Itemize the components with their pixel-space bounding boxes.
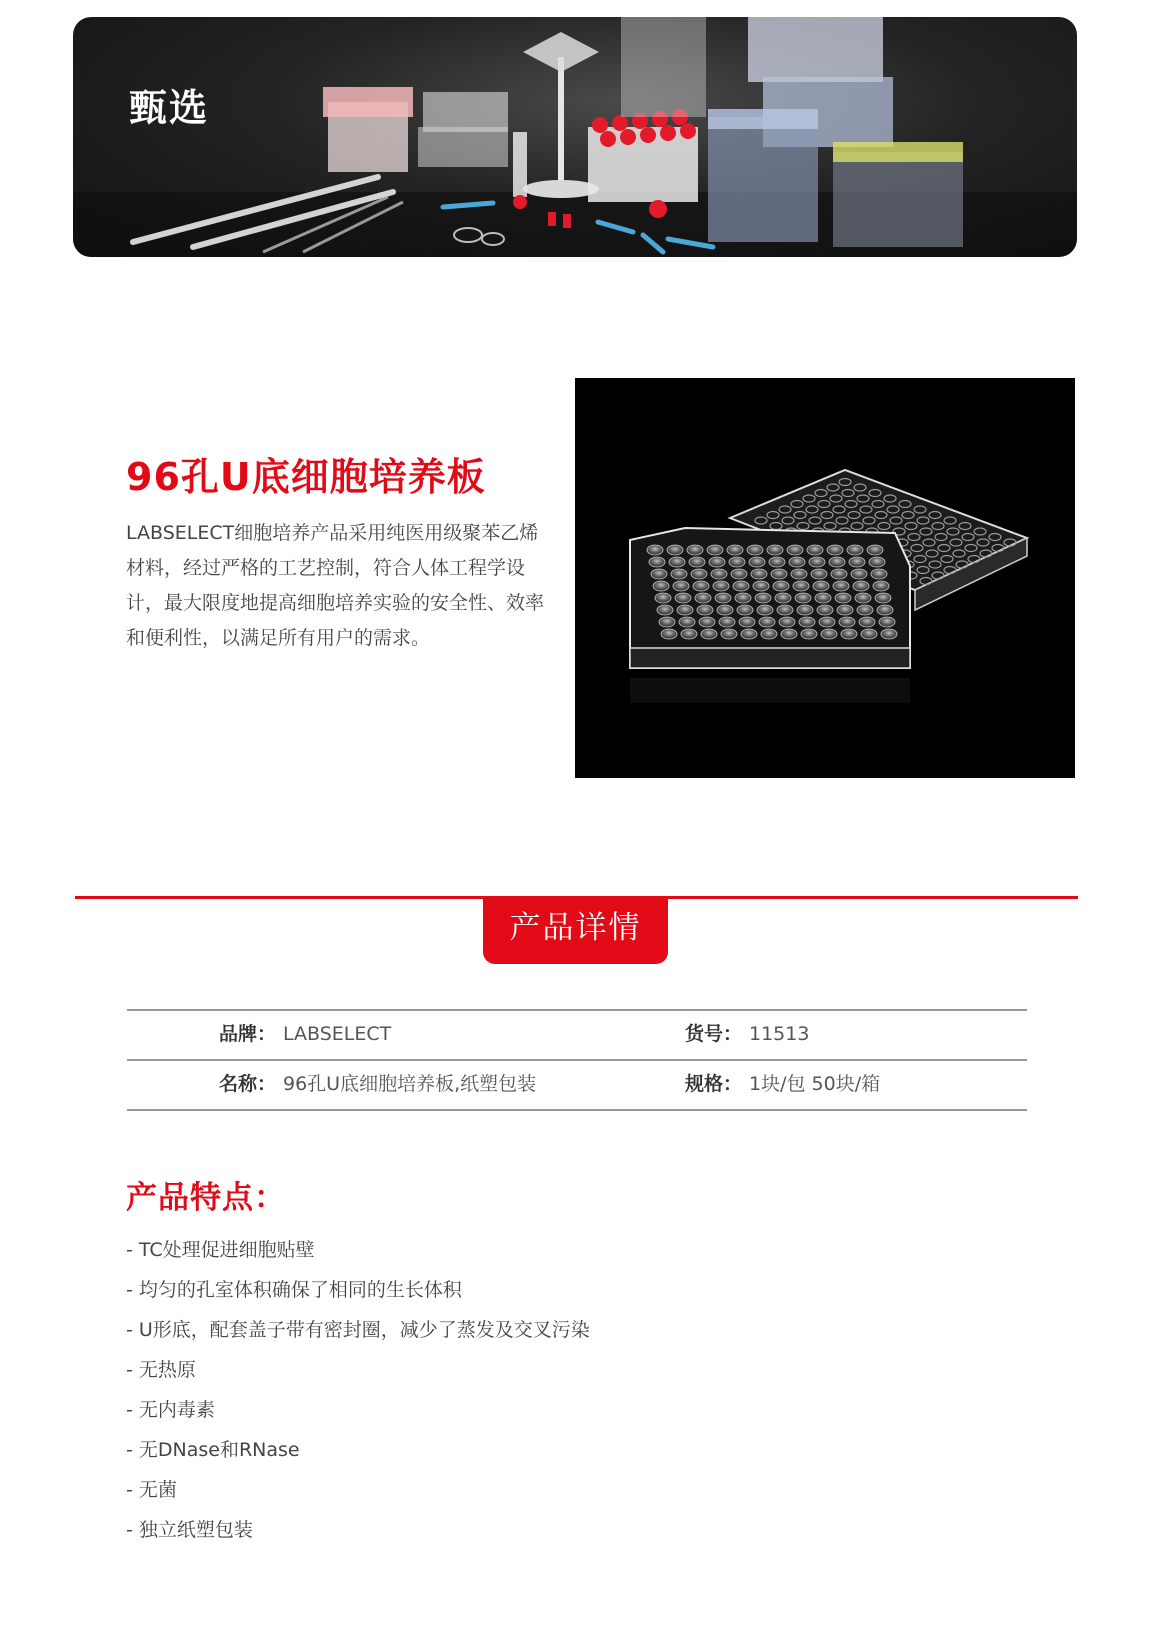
product-title: 96孔U底细胞培养板 — [126, 455, 486, 499]
plate-well — [759, 617, 775, 627]
name-label: 名称： — [219, 1073, 277, 1095]
plate-well — [727, 545, 743, 555]
plate-well — [719, 617, 735, 627]
plate-well — [709, 557, 725, 567]
plate-well — [831, 569, 847, 579]
features-list — [126, 1230, 590, 1550]
plate-well — [795, 593, 811, 603]
plate-well — [835, 593, 851, 603]
plate-well — [781, 629, 797, 639]
plate-well — [773, 581, 789, 591]
plate-well — [747, 545, 763, 555]
plate-well — [671, 569, 687, 579]
plate-well — [647, 545, 663, 555]
plate-well — [879, 617, 895, 627]
plate-well — [695, 593, 711, 603]
plate-well — [741, 629, 757, 639]
plate-well — [855, 593, 871, 603]
plate-well — [681, 629, 697, 639]
plate-well — [651, 569, 667, 579]
plate-well — [801, 629, 817, 639]
plate-well — [711, 569, 727, 579]
spec-row — [127, 1011, 1027, 1061]
plate-well — [819, 617, 835, 627]
plate-well — [873, 581, 889, 591]
plate-well — [731, 569, 747, 579]
brand-value: LABSELECT — [283, 1023, 392, 1045]
plate-well — [751, 569, 767, 579]
section-title-product-details: 产品详情 — [483, 896, 668, 964]
hero-banner — [73, 17, 1077, 257]
plate-well — [809, 557, 825, 567]
plate-well — [847, 545, 863, 555]
plate-well — [881, 629, 897, 639]
plate-well — [717, 605, 733, 615]
product-description: LABSELECT细胞培养产品采用纯医用级聚苯乙烯材料，经过严格的工艺控制，符合人体工程学设计，最大限度地提高细胞培养实验的安全性、效率和便利性，以满足所有用户的需求。 — [126, 522, 545, 649]
plate-well — [653, 581, 669, 591]
plate-well — [837, 605, 853, 615]
plate-well — [777, 605, 793, 615]
plate-well — [859, 617, 875, 627]
plate-well — [749, 557, 765, 567]
plate-well — [877, 605, 893, 615]
plate-well — [753, 581, 769, 591]
plate-well — [775, 593, 791, 603]
plate-well — [807, 545, 823, 555]
plate-well — [713, 581, 729, 591]
feature-item: - 均匀的孔室体积确保了相同的生长体积 — [126, 1279, 462, 1301]
plate-well — [673, 581, 689, 591]
brand-logo-text: 甄选 — [129, 86, 210, 130]
plate-well — [771, 569, 787, 579]
plate-well — [787, 545, 803, 555]
plate-well — [789, 557, 805, 567]
plate-well — [853, 581, 869, 591]
item-number-label: 货号： — [685, 1023, 743, 1045]
plate-well — [779, 617, 795, 627]
plate-well — [821, 629, 837, 639]
well-plate-image — [575, 378, 1075, 778]
plate-well — [851, 569, 867, 579]
feature-item: - TC处理促进细胞贴壁 — [126, 1239, 315, 1261]
plate-well — [701, 629, 717, 639]
brand-label: 品牌： — [219, 1023, 277, 1045]
plate-well — [755, 593, 771, 603]
plate-well — [693, 581, 709, 591]
features-title: 产品特点： — [126, 1180, 286, 1216]
plate-well — [661, 629, 677, 639]
plate-well — [699, 617, 715, 627]
plate-well — [735, 593, 751, 603]
plate-well — [797, 605, 813, 615]
plate-well — [733, 581, 749, 591]
plate-well — [655, 593, 671, 603]
plate-well — [841, 629, 857, 639]
plate-well — [875, 593, 891, 603]
plate-well — [871, 569, 887, 579]
plate-well — [669, 557, 685, 567]
plate-well — [657, 605, 673, 615]
plate-well — [687, 545, 703, 555]
plate-well — [817, 605, 833, 615]
lab-products-image — [73, 17, 1077, 257]
plate-well — [869, 557, 885, 567]
plate-well — [707, 545, 723, 555]
plate-well — [767, 545, 783, 555]
feature-item: - 无菌 — [126, 1479, 177, 1501]
plate-well — [715, 593, 731, 603]
plate-well — [839, 617, 855, 627]
plate-well — [833, 581, 849, 591]
plate-well — [649, 557, 665, 567]
plate-well — [689, 557, 705, 567]
plate-well — [721, 629, 737, 639]
plate-well — [691, 569, 707, 579]
spec-value: 1块/包 50块/箱 — [749, 1073, 881, 1095]
plate-well — [757, 605, 773, 615]
plate-well — [813, 581, 829, 591]
spec-table — [127, 1009, 1027, 1111]
plate-well — [811, 569, 827, 579]
plate-well — [827, 545, 843, 555]
feature-item: - 无内毒素 — [126, 1399, 215, 1421]
plate-well — [829, 557, 845, 567]
plate-well — [739, 617, 755, 627]
plate-well — [761, 629, 777, 639]
plate-well — [667, 545, 683, 555]
product-photo — [575, 378, 1075, 778]
plate-well — [793, 581, 809, 591]
name-value: 96孔U底细胞培养板,纸塑包装 — [283, 1073, 537, 1095]
plate-well — [675, 593, 691, 603]
feature-item: - 无DNase和RNase — [126, 1439, 300, 1461]
plate-well — [849, 557, 865, 567]
feature-item: - 无热原 — [126, 1359, 196, 1381]
plate-well — [729, 557, 745, 567]
plate-well — [861, 629, 877, 639]
plate-well — [697, 605, 713, 615]
plate-well — [791, 569, 807, 579]
plate-well — [857, 605, 873, 615]
plate-well — [737, 605, 753, 615]
plate-well — [659, 617, 675, 627]
plate-well — [815, 593, 831, 603]
spec-label: 规格： — [685, 1073, 743, 1095]
plate-well — [799, 617, 815, 627]
plate-well — [679, 617, 695, 627]
plate-well — [769, 557, 785, 567]
feature-item: - 独立纸塑包装 — [126, 1519, 253, 1541]
plate-well — [867, 545, 883, 555]
item-number-value: 11513 — [749, 1023, 810, 1045]
feature-item: - U形底，配套盖子带有密封圈，减少了蒸发及交叉污染 — [126, 1319, 590, 1341]
plate-well — [677, 605, 693, 615]
spec-row — [127, 1061, 1027, 1111]
